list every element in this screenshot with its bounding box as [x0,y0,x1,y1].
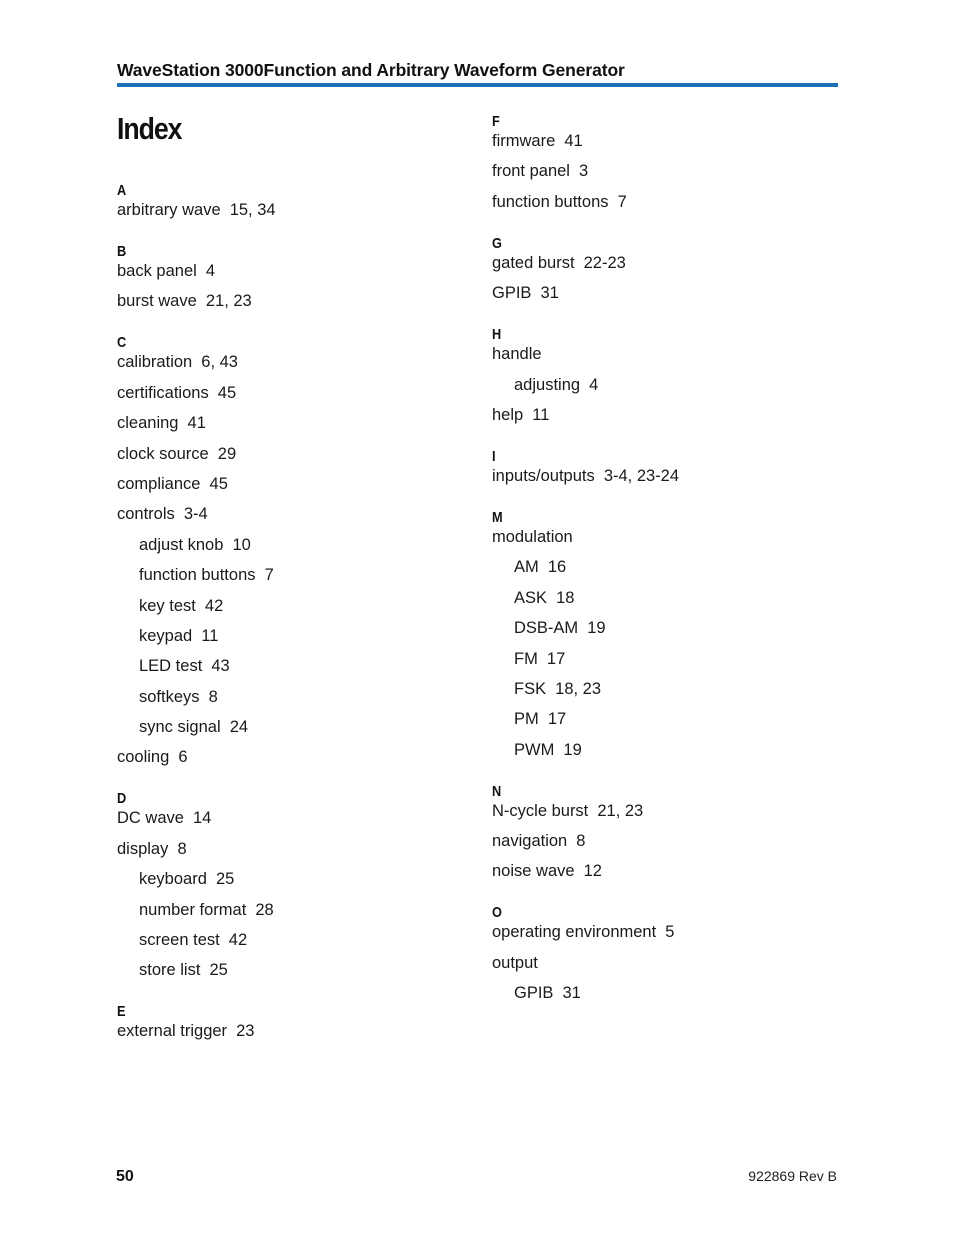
entry-term: AM [514,558,539,577]
index-section-f [492,112,832,212]
index-entry [492,861,832,881]
entry-term: adjusting [514,375,581,394]
entry-pages: 10 [232,535,251,554]
index-entry [492,801,832,821]
section-letter: M [492,508,503,526]
entry-term: GPIB [514,984,554,1003]
index-entry [492,405,832,425]
entry-term: GPIB [492,284,532,303]
entry-term: output [492,953,538,972]
entry-term: keyboard [139,870,207,889]
entry-term: navigation [492,832,568,851]
index-entry [492,831,832,851]
entry-pages: 8 [576,832,586,851]
index-entry [492,161,832,181]
index-entry [492,192,832,212]
entry-term: adjust knob [139,535,224,554]
index-entry [492,253,832,273]
entry-term: gated burst [492,253,575,272]
entry-term: store list [139,961,201,980]
index-entry [117,261,457,281]
entry-term: ASK [514,588,548,607]
entry-pages: 12 [583,862,602,881]
entry-pages: 41 [187,414,206,433]
entry-term: inputs/outputs [492,466,595,485]
entry-pages: 17 [546,649,566,668]
entry-term: burst wave [117,292,197,311]
entry-term: certifications [117,383,209,402]
entry-pages: 24 [229,718,249,737]
section-letter: F [492,113,500,130]
index-entry [117,504,457,524]
index-entry [492,131,832,151]
section-letter: C [117,334,127,352]
index-subentry [492,557,832,577]
index-subentry [492,709,832,729]
section-letter: H [492,326,502,344]
section-letter: A [117,182,127,199]
index-subentry [117,656,457,676]
entry-term: DSB-AM [514,619,579,638]
entry-pages: 8 [208,687,218,706]
entry-term: calibration [117,353,193,372]
entry-pages: 45 [209,474,228,493]
entry-term: back panel [117,262,197,280]
entry-term: compliance [117,474,201,493]
index-entry [492,922,832,942]
entry-term: controls [117,505,175,524]
index-subentry [492,618,832,638]
entry-pages: 19 [563,740,582,759]
entry-pages: 28 [255,900,274,919]
entry-pages: 7 [617,192,627,211]
entry-term: front panel [492,162,570,181]
entry-pages: 43 [211,657,230,676]
entry-term: handle [492,345,542,364]
entry-term: clock source [117,444,209,463]
entry-term: display [117,839,169,858]
entry-term: FSK [514,679,547,698]
index-column-left [117,181,457,1063]
index-entry [117,839,457,859]
entry-term: keypad [139,626,193,645]
index-subentry [117,960,457,980]
index-entry [492,953,832,973]
index-entry [117,413,457,433]
entry-term: key test [139,596,196,615]
entry-term: operating environment [492,923,657,942]
section-letter: I [492,447,496,465]
entry-term: LED test [139,657,203,676]
section-letter: B [117,243,127,260]
entry-pages: 29 [217,444,237,463]
index-entry [117,747,457,767]
entry-pages: 3-4 [183,505,208,524]
index-column-right [492,112,832,1025]
entry-pages: 16 [547,558,567,577]
entry-pages: 23 [236,1022,255,1041]
entry-term: softkeys [139,687,200,706]
entry-pages: 7 [264,566,274,585]
entry-pages: 15, 34 [229,201,276,219]
index-entry [117,1021,457,1041]
entry-pages: 22-23 [583,253,626,272]
entry-term: DC wave [117,809,184,828]
entry-pages: 41 [564,132,583,150]
entry-term: sync signal [139,718,221,737]
index-subentry [492,375,832,395]
index-section-n [492,782,832,882]
entry-pages: 3 [579,162,589,181]
index-section-b [117,242,457,311]
entry-term: FM [514,649,538,668]
page-title: Index [117,111,182,146]
entry-pages: 18 [556,588,575,607]
entry-pages: 18, 23 [555,679,602,698]
entry-pages: 31 [540,284,559,303]
index-entry [492,527,832,547]
entry-term: screen test [139,931,220,950]
index-subentry [492,740,832,760]
index-subentry [117,717,457,737]
index-subentry [117,869,457,889]
index-entry [117,474,457,494]
entry-term: help [492,405,524,424]
entry-term: PWM [514,740,555,759]
index-section-d [117,789,457,980]
index-section-c [117,333,457,767]
entry-pages: 42 [204,596,224,615]
section-letter: D [117,790,127,808]
index-subentry [117,626,457,646]
index-section-o [492,903,832,1003]
entry-pages: 14 [193,809,212,828]
index-subentry [117,930,457,950]
index-section-g [492,234,832,303]
entry-pages: 6, 43 [201,353,238,372]
index-subentry [117,535,457,555]
index-subentry [117,900,457,920]
index-entry [117,291,457,311]
index-entry [117,808,457,828]
entry-term: function buttons [139,566,256,585]
entry-term: noise wave [492,862,575,881]
entry-term: arbitrary wave [117,201,221,219]
index-section-a [117,181,457,220]
index-subentry [117,596,457,616]
index-section-h [492,325,832,425]
entry-pages: 42 [228,931,248,950]
index-entry [117,383,457,403]
entry-pages: 19 [587,619,606,638]
entry-pages: 6 [178,748,188,767]
entry-pages: 4 [589,375,599,394]
index-entry [492,344,832,364]
entry-pages: 17 [547,710,567,729]
index-section-i [492,447,832,486]
index-subentry [117,565,457,585]
entry-term: function buttons [492,192,609,211]
entry-pages: 25 [215,870,235,889]
section-letter: E [117,1003,126,1021]
index-subentry [492,983,832,1003]
entry-term: modulation [492,527,573,546]
index-entry [117,200,457,220]
entry-pages: 8 [177,839,187,858]
document-id: 922869 Rev B [748,1168,837,1184]
entry-pages: 21, 23 [205,292,252,311]
entry-pages: 21, 23 [597,801,644,820]
entry-pages: 31 [562,984,581,1003]
entry-pages: 5 [665,923,675,942]
running-header: WaveStation 3000Function and Arbitrary Waveform Generator [117,60,625,80]
index-subentry [117,687,457,707]
header-rule [117,83,838,87]
index-section-m [492,508,832,760]
page-number: 50 [116,1168,134,1185]
section-letter: N [492,782,502,800]
entry-term: number format [139,900,247,919]
index-section-e [117,1002,457,1041]
entry-pages: 4 [205,262,216,280]
section-letter: G [492,234,502,252]
index-subentry [492,679,832,699]
entry-pages: 11 [201,626,219,645]
entry-term: external trigger [117,1022,228,1041]
index-entry [117,352,457,372]
entry-pages: 3-4, 23-24 [603,466,680,485]
entry-term: cooling [117,748,170,767]
index-subentry [492,649,832,669]
entry-pages: 25 [209,961,228,980]
index-subentry [492,588,832,608]
entry-pages: 11 [532,405,550,424]
index-entry [492,466,832,486]
index-entry [492,283,832,303]
entry-term: cleaning [117,414,179,433]
entry-term: PM [514,710,539,729]
entry-term: N-cycle burst [492,801,589,820]
entry-term: firmware [492,132,556,150]
index-entry [117,444,457,464]
section-letter: O [492,904,502,922]
entry-pages: 45 [217,383,237,402]
